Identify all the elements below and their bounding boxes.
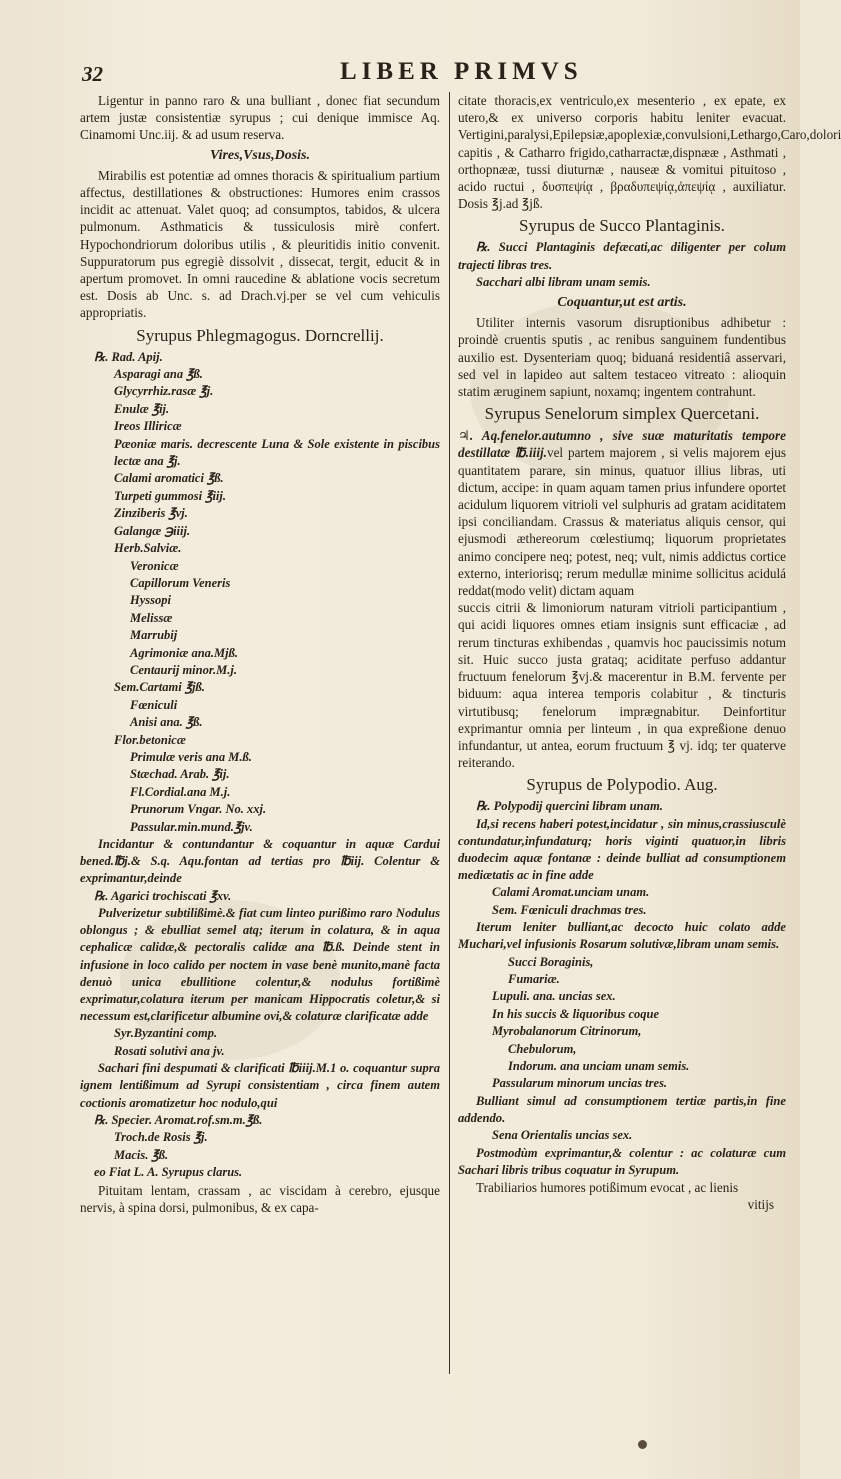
catchword: vitijs <box>747 1197 774 1213</box>
ingredient-line: Veronicæ <box>130 558 179 573</box>
subheading: Vires,Vsus,Dosis. <box>210 147 310 163</box>
recipe-paragraph <box>458 427 786 599</box>
ingredient-line: Sem.Cartami ℥jß. <box>114 680 205 695</box>
body-paragraph: Trabiliarios humores potißimum evocat , ac lienis <box>476 1180 739 1196</box>
ingredient-line: Fœniculi <box>130 697 178 712</box>
page-header <box>82 58 772 92</box>
ingredient-line: Calami Aromat.unciam unam. <box>492 885 650 900</box>
ingredient-line: Enulæ ℥ij. <box>114 401 170 416</box>
ingredient-line: Asparagi ana ℥ß. <box>114 367 203 382</box>
running-head: LIBER PRIMVS <box>340 58 583 85</box>
ingredient-line: Fumariæ. <box>508 971 560 986</box>
printer-ornament <box>638 1440 647 1449</box>
ingredient-line: Pæoniæ maris. decrescente Luna & Sole existente in piscibus lectæ ana ℥j. <box>114 436 440 469</box>
ingredient-line: In his succis & liquoribus coque <box>492 1006 660 1021</box>
ingredient-line: Fl.Cordial.ana M.j. <box>130 784 231 799</box>
ingredient-line: eo Fiat L. A. Syrupus clarus. <box>94 1165 243 1180</box>
body-paragraph: citate thoracis,ex ventriculo,ex mesenterio , ex epate, ex utero,& ex universo corporis habitu leniter evacuat. Vertigini,paralysi,Epilepsiæ,apoplexiæ,convulsioni,Lethargo,Caro,dolori capitis , & Catharro frigido,catharractæ,dispnææ , Asthmati , orthopnææ, tussi diuturnæ , nauseæ & vomitui pituitoso , acido ructui , δυσπεψίᾳ , βραδυπεψίᾳ,ἀπεψίᾳ , auxiliatur. Dosis ℥j.ad ℥jß. <box>458 93 841 212</box>
ingredient-line: ℞. Rad. Apij. <box>94 349 163 364</box>
ingredient-line: Ireos Illiricæ <box>114 419 182 434</box>
italic-instruction: ℞. Polypodij quercini libram unam. <box>476 799 663 814</box>
ingredient-line: Prunorum Vngar. No. xxj. <box>130 802 267 817</box>
section-title: Syrupus de Succo Plantaginis. <box>519 216 725 236</box>
body-paragraph: Utiliter internis vasorum disruptionibus adhibetur : proindè cruentis sputis , ac renibus sanguinem fundentibus auxilio est. Dysenteriam quoq; biduaná residentiâ asservari, sed vel in lapideo aut saltem testaceo vitreato : alioquin statim æruginem sapiunt, noxamq; ingentem contrahunt. <box>458 315 786 400</box>
italic-instruction: Pulverizetur subtilißimè.& fiat cum linteo purißimo raro Nodulus oblongus ; & ebulliat semel atq; iterum in colatura, & in aqua cephalicæ calidæ,& pectoralis calidæ ana ℔.ß. Deinde stent in infusione in loco calido per noctem in vase benè munito,manè facta denuò unica ebullitione colentur,& nodulus fortißimè exprimatur,colatura iterum per manicam Hippocratis coletur,& si necessum est,clarificetur albumine ovi,& colaturæ clarificatæ adde <box>80 906 440 1024</box>
ingredient-line: Glycyrrhiz.rasæ ℥j. <box>114 384 214 399</box>
ingredient-line: Centaurij minor.M.j. <box>130 662 237 677</box>
italic-instruction: Sachari fini despumati & clarificati ℔iiij.M.1 o. coquantur supra ignem lentißimum ad Syrupi consistentiam , circa finem autem coctionis aromatizetur hoc nodulo,qui <box>80 1061 440 1110</box>
ingredient-line: Herb.Salviæ. <box>114 541 182 556</box>
section-title: Syrupus Senelorum simplex Quercetani. <box>484 404 760 424</box>
ingredient-line: ℞. Agarici trochiscati ℥xv. <box>94 888 232 903</box>
italic-instruction: Sacchari albi libram unam semis. <box>476 274 651 289</box>
italic-instruction: Iterum leniter bulliant,ac decocto huic colato adde Muchari,vel infusionis Rosarum solutivæ,libram unam semis. <box>458 920 786 952</box>
italic-instruction: Bulliant simul ad consumptionem tertiæ partis,in fine addendo. <box>458 1093 786 1125</box>
right-column <box>458 92 841 1392</box>
ingredient-line: Chebulorum, <box>508 1041 577 1056</box>
ingredient-line: Calami aromatici ℥ß. <box>114 471 224 486</box>
italic-instruction: Incidantur & contundantur & coquantur in aquæ Cardui bened.℔j.& S.q. Aqu.fontan ad tertias pro ℔iij. Colentur & exprimantur,deinde <box>80 837 440 886</box>
ingredient-line: Stæchad. Arab. ℥ij. <box>130 767 230 782</box>
ingredient-line: Succi Boraginis, <box>508 954 594 969</box>
ingredient-line: Hyssopi <box>130 593 171 608</box>
ingredient-line: Macis. ℥ß. <box>114 1147 169 1162</box>
left-column <box>80 92 440 1372</box>
ingredient-line: ℞. Specier. Aromat.rof.sm.m.℥ß. <box>94 1112 263 1127</box>
ingredient-line: Sem. Fœniculi drachmas tres. <box>492 902 647 917</box>
ingredient-line: Syr.Byzantini comp. <box>114 1026 218 1041</box>
body-paragraph: Pituitam lentam, crassam , ac viscidam à cerebro, ejusque nervis, à spina dorsi, pulmonibus, & ex capa- <box>80 1182 440 1215</box>
italic-instruction: Id,si recens haberi potest,incidatur , sin minus,crassiusculè contundatur,infundaturq; horis viginti quatuor,in libris duodecim aquæ fontanæ : deinde bulliat ad consumptionem mediætatis ac in fine adde <box>458 816 786 883</box>
ingredient-line: Lupuli. ana. uncias sex. <box>492 989 616 1004</box>
ingredient-line: Turpeti gummosi ℥iij. <box>114 488 226 503</box>
section-title: Syrupus de Polypodio. Aug. <box>526 775 718 795</box>
section-title: Syrupus Phlegmagogus. Dorncrellij. <box>136 325 384 345</box>
ingredient-line: Zinziberis ℥vj. <box>114 506 188 521</box>
ingredient-line: Agrimoniæ ana.Mjß. <box>130 645 239 660</box>
ingredient-line: Indorum. ana unciam unam semis. <box>508 1058 690 1073</box>
ingredient-line: Rosati solutivi ana jv. <box>114 1043 225 1058</box>
ingredient-line: Primulæ veris ana M.ß. <box>130 749 252 764</box>
ingredient-line: Flor.betonicæ <box>114 732 186 747</box>
subheading: Coquantur,ut est artis. <box>557 295 687 311</box>
recipe-body-text: vel partem majorem , si velis majorem ejus quantitatem parare, sin minus, quatuor illius libras, uti dictum, accipe: in quam aquam tamen prius infundere oportet acidulum liquorem vitrioli vel sulphuris ad gratam aciditatem ipsi conciliandam. Crassus & materiatus aliquis censor, qui ejusmodi æthereorum cœlestiumq; liquorum proprietates animo concipere neq; potest, neq; vult, nimis addictus cortice externo, interiorisq; rerum medullæ minime sollicitus acidulá reddat(modo velit) dictam aquam <box>458 445 786 599</box>
ingredient-line: Capillorum Veneris <box>130 575 231 590</box>
body-paragraph: succis citrii & limoniorum naturam vitrioli participantium , qui acidi liquores omnes etiam insignis sunt efficaciæ , ad rerum tincturas exhibendas , quamvis hoc paucissimis notum sit. Huic succo justa grataq; aciditate perfuso addantur fructuum fenelorum ℥vj.& macerentur in B.M. fervente per biduum: aqua interea temporis colabitur , & tincturis virtutibusq; fenelorum imprægnabitur. Deinfortitur exprimantur omnia per linteum , in qua expreßione denuo infundantur, ut antea, eorum fructuum ℥ vj. idq; ter quaterve reiterando. <box>458 600 786 771</box>
ingredient-line: Anisi ana. ℥ß. <box>130 715 203 730</box>
ingredient-line: Passularum minorum uncias tres. <box>492 1076 668 1091</box>
recipe-italic-text: ♃. Aq.fenelor.autumno , sive suæ maturitatis tempore destillatæ ℔.iiij. <box>458 428 786 461</box>
ingredient-line: Marrubij <box>130 628 178 643</box>
ingredient-line: Myrobalanorum Citrinorum, <box>492 1024 642 1039</box>
column-divider <box>449 92 450 1374</box>
ingredient-line: Galangæ ℈iiij. <box>114 523 191 538</box>
body-paragraph: Mirabilis est potentiæ ad omnes thoracis & spiritualium partium affectus, destillationes & obstructiones: Humores enim crassos incidit ac attenuat. Valet quoq; ad consumptos, tabidos, & ulcera pulmonum. Asthmaticis & tussiculosis mirè confert. Hypochondriorum doloribus utilis , & pleuritidis initio convenit. Suppuratorum pus egregiè dissolvit , dissecat, tergit, educit & in apertum promovet. In omni raucedine & ablatione vocis secretum est. Dosis ab Unc. s. ad Drach.vj.per se vel cum vehiculis appropriatis. <box>80 167 440 321</box>
italic-instruction: ℞. Succi Plantaginis defæcati,ac diligenter per colum trajecti libras tres. <box>458 240 786 272</box>
italic-instruction: Postmodùm exprimantur,& colentur : ac colaturæ cum Sachari libris tribus coquatur in Syrupum. <box>458 1145 786 1177</box>
body-paragraph: Ligentur in panno raro & una bulliant , donec fiat secundum artem justæ consistentiæ syrupus ; cui denique immisce Aq. Cinamomi Unc.iij. & ad usum reserva. <box>80 93 440 143</box>
page-number: 32 <box>82 62 103 86</box>
ingredient-line: Sena Orientalis uncias sex. <box>492 1128 633 1143</box>
ingredient-line: Melissæ <box>130 610 173 625</box>
ingredient-line: Passular.min.mund.℥jv. <box>130 819 253 834</box>
ingredient-line: Troch.de Rosis ℥j. <box>114 1130 208 1145</box>
